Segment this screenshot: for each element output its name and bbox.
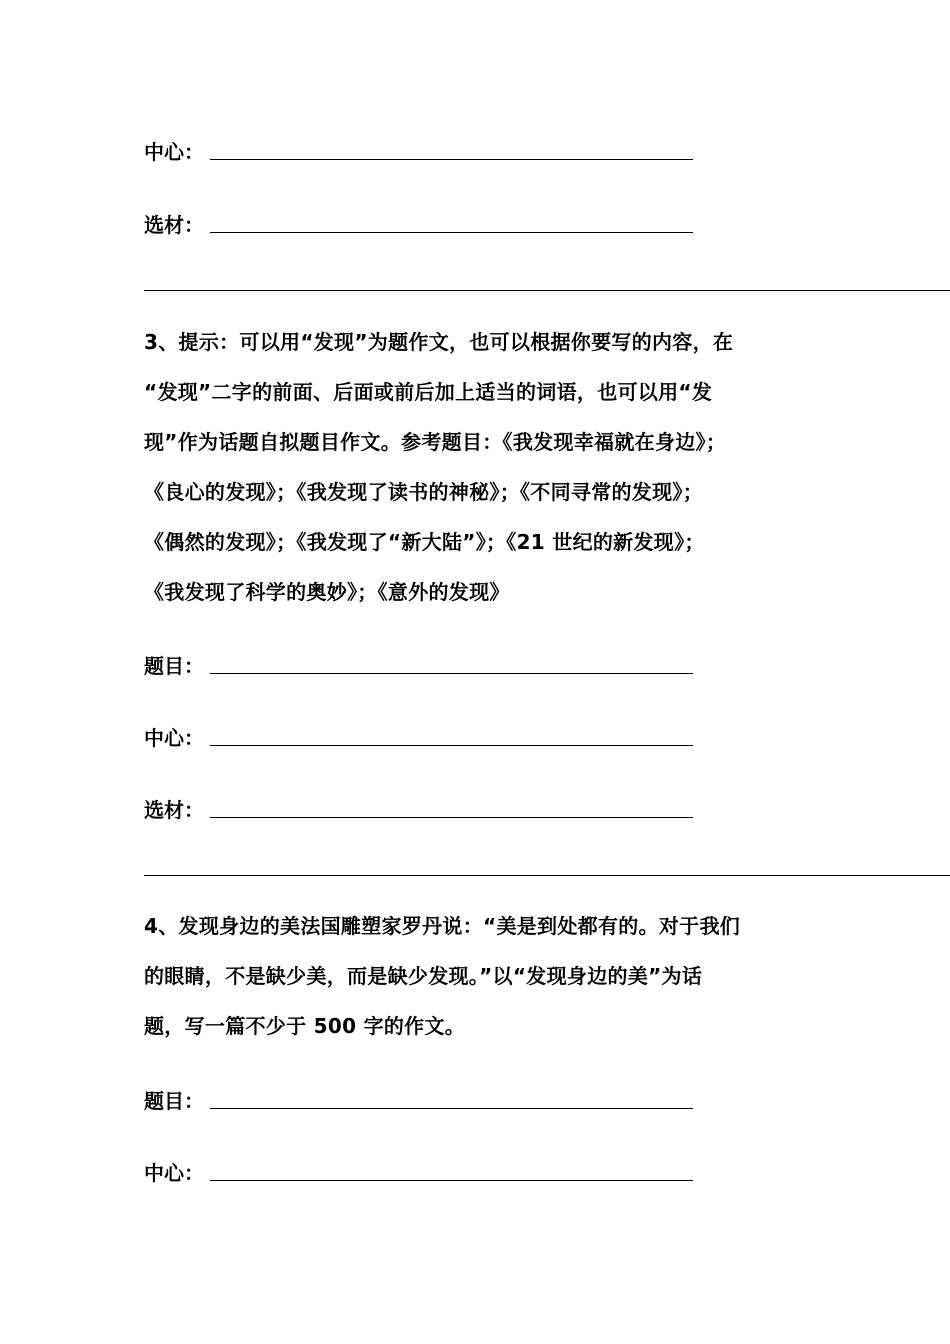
prompt-line: 《我发现了科学的奥妙》；《意外的发现》 <box>144 580 510 604</box>
prompt-line: 4、发现身边的美法国雕塑家罗丹说：“美是到处都有的。对于我们 <box>144 914 741 938</box>
title-input-line[interactable] <box>210 1088 693 1109</box>
material-input-line[interactable] <box>210 212 693 233</box>
prompt-line: “发现”二字的前面、后面或前后加上适当的词语，也可以用“发 <box>144 380 713 404</box>
material-field-1 <box>144 207 693 237</box>
prompt-line: 《偶然的发现》；《我发现了“新大陆”》；《21 世纪的新发现》； <box>144 530 705 554</box>
material-field-3 <box>144 792 693 822</box>
prompt-line: 3、提示：可以用“发现”为题作文，也可以根据你要写的内容，在 <box>144 330 734 354</box>
center-field-3 <box>144 720 693 750</box>
section-4-prompt <box>144 901 812 1051</box>
center-input-line[interactable] <box>210 725 693 746</box>
material-input-line[interactable] <box>210 797 693 818</box>
center-field-4 <box>144 1155 693 1185</box>
title-label: 题目： <box>144 1089 204 1113</box>
center-label: 中心： <box>144 1161 204 1185</box>
section-divider-1 <box>144 290 950 291</box>
section-divider-2 <box>144 875 950 876</box>
title-input-line[interactable] <box>210 653 693 674</box>
material-label: 选材： <box>144 213 204 237</box>
title-field-3 <box>144 648 693 678</box>
material-label: 选材： <box>144 798 204 822</box>
center-field-1 <box>144 134 693 164</box>
center-label: 中心： <box>144 140 204 164</box>
prompt-line: 题，写一篇不少于 500 字的作文。 <box>144 1014 466 1038</box>
prompt-line: 《良心的发现》；《我发现了读书的神秘》；《不同寻常的发现》； <box>144 480 703 504</box>
section-3-prompt <box>144 317 812 617</box>
title-field-4 <box>144 1083 693 1113</box>
title-label: 题目： <box>144 654 204 678</box>
center-input-line[interactable] <box>210 139 693 160</box>
center-label: 中心： <box>144 726 204 750</box>
center-input-line[interactable] <box>210 1160 693 1181</box>
prompt-line: 的眼睛，不是缺少美，而是缺少发现。”以“发现身边的美”为话 <box>144 964 703 988</box>
prompt-line: 现”作为话题自拟题目作文。参考题目：《我发现幸福就在身边》； <box>144 430 727 454</box>
